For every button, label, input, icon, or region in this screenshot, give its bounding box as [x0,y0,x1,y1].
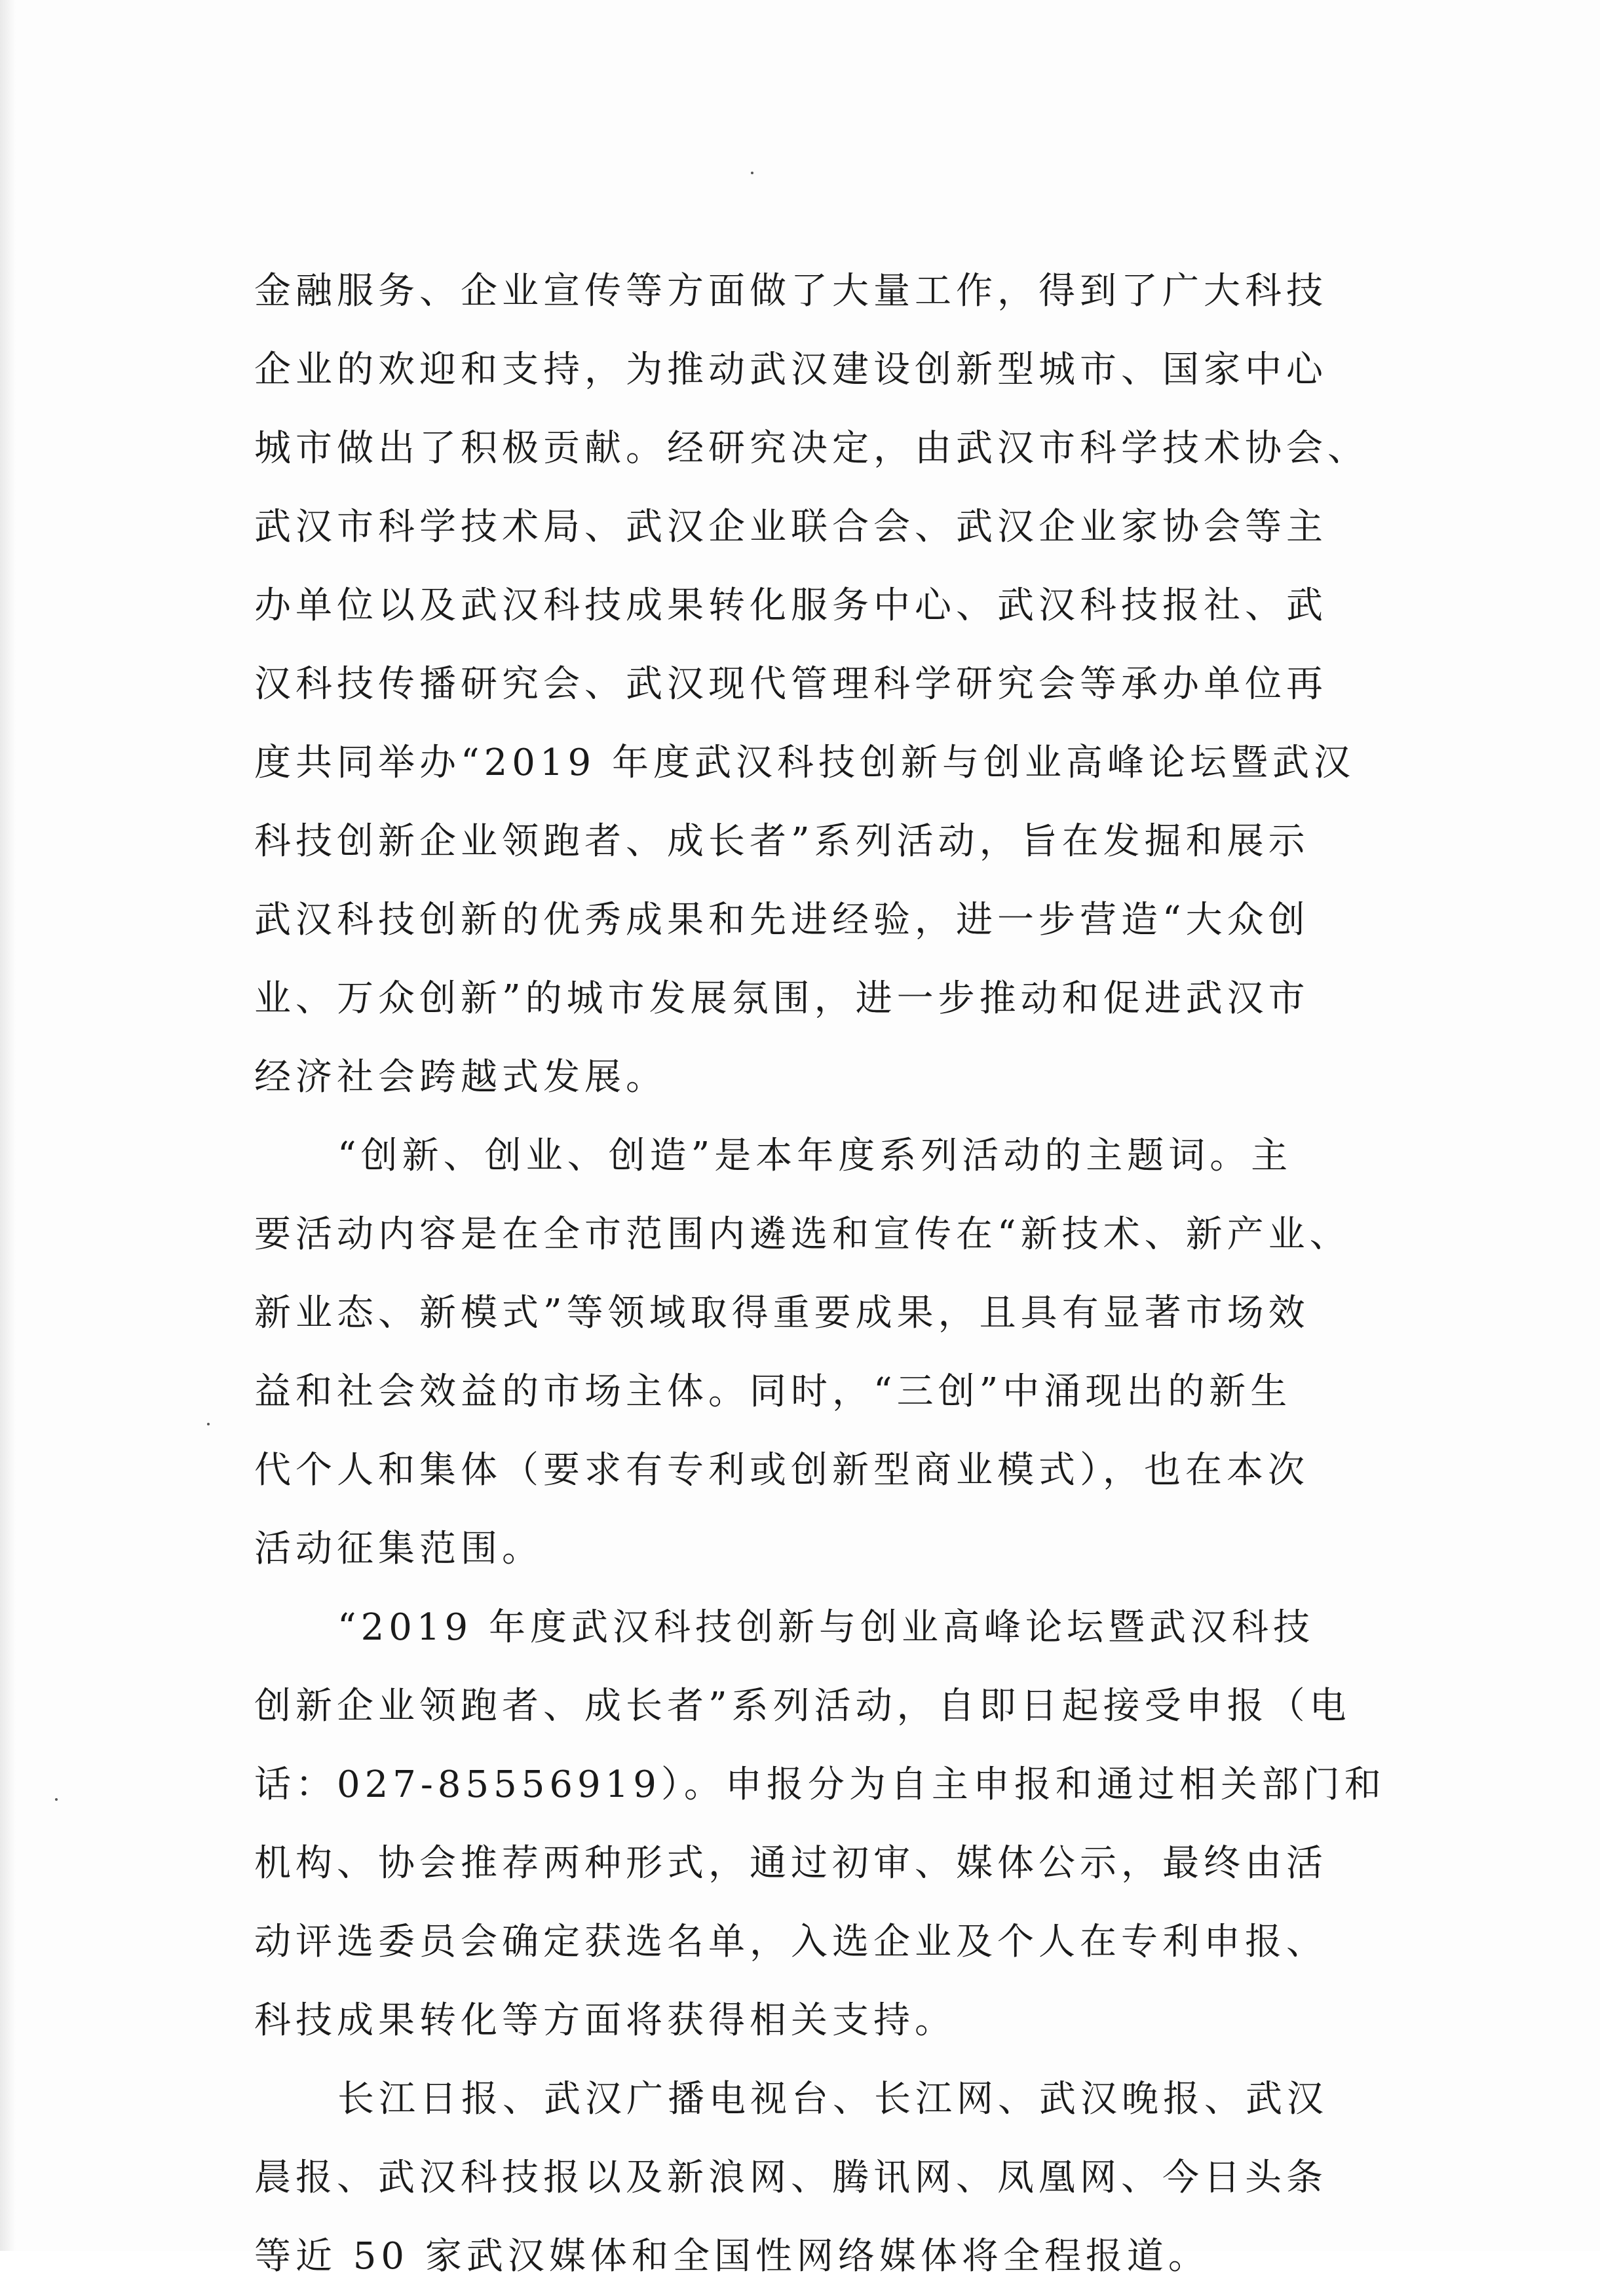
text-line: 城市做出了积极贡献。经研究决定，由武汉市科学技术协会、 [254,427,1369,470]
text-line: 金融服务、企业宣传等方面做了大量工作，得到了广大科技 [254,270,1327,312]
text-line: 科技成果转化等方面将获得相关支持。 [254,1999,956,2042]
text-line: 动评选委员会确定获选名单，入选企业及个人在专利申报、 [254,1921,1327,1963]
paragraph-3 [254,1589,1391,2060]
text-line: 武汉科技创新的优秀成果和先进经验，进一步营造“大众创 [254,899,1310,941]
text-line: 业、万众创新”的城市发展氛围，进一步推动和促进武汉市 [254,977,1310,1020]
document-body [254,252,1391,2296]
text-line: 活动征集范围。 [254,1528,543,1570]
text-line: 度共同举办“2019 年度武汉科技创新与创业高峰论坛暨武汉 [254,742,1355,784]
text-line: 话：027-85556919）。申报分为自主申报和通过相关部门和 [254,1763,1386,1806]
scan-speck [55,1798,58,1801]
paragraph-4 [254,2060,1391,2296]
text-line: 长江日报、武汉广播电视台、长江网、武汉晚报、武汉 [337,2078,1328,2120]
scan-speck [207,1423,210,1425]
text-line: 经济社会跨越式发展。 [254,1056,667,1099]
text-line: 益和社会效益的市场主体。同时，“三创”中涌现出的新生 [254,1370,1292,1413]
text-line: “2019 年度武汉科技创新与创业高峰论坛暨武汉科技 [337,1606,1314,1649]
paragraph-1 [254,252,1391,1117]
scan-shadow-edge [0,0,16,2251]
text-line: 企业的欢迎和支持，为推动武汉建设创新型城市、国家中心 [254,348,1327,391]
paragraph-2 [254,1117,1391,1589]
text-line: 汉科技传播研究会、武汉现代管理科学研究会等承办单位再 [254,663,1327,706]
text-line: 代个人和集体（要求有专利或创新型商业模式），也在本次 [254,1449,1309,1492]
scan-speck [751,172,753,174]
text-line: 科技创新企业领跑者、成长者”系列活动，旨在发掘和展示 [254,820,1310,863]
text-line: “创新、创业、创造”是本年度系列活动的主题词。主 [337,1135,1293,1177]
text-line: 办单位以及武汉科技成果转化服务中心、武汉科技报社、武 [254,584,1327,627]
text-line: 创新企业领跑者、成长者”系列活动，自即日起接受申报（电 [254,1685,1351,1727]
text-line: 等近 50 家武汉媒体和全国性网络媒体将全程报道。 [254,2235,1210,2278]
text-line: 武汉市科学技术局、武汉企业联合会、武汉企业家协会等主 [254,506,1327,548]
text-line: 新业态、新模式”等领域取得重要成果，且具有显著市场效 [254,1292,1310,1334]
text-line: 晨报、武汉科技报以及新浪网、腾讯网、凤凰网、今日头条 [254,2156,1327,2199]
text-line: 机构、协会推荐两种形式，通过初审、媒体公示，最终由活 [254,1842,1327,1885]
text-line: 要活动内容是在全市范围内遴选和宣传在“新技术、新产业、 [254,1213,1351,1256]
